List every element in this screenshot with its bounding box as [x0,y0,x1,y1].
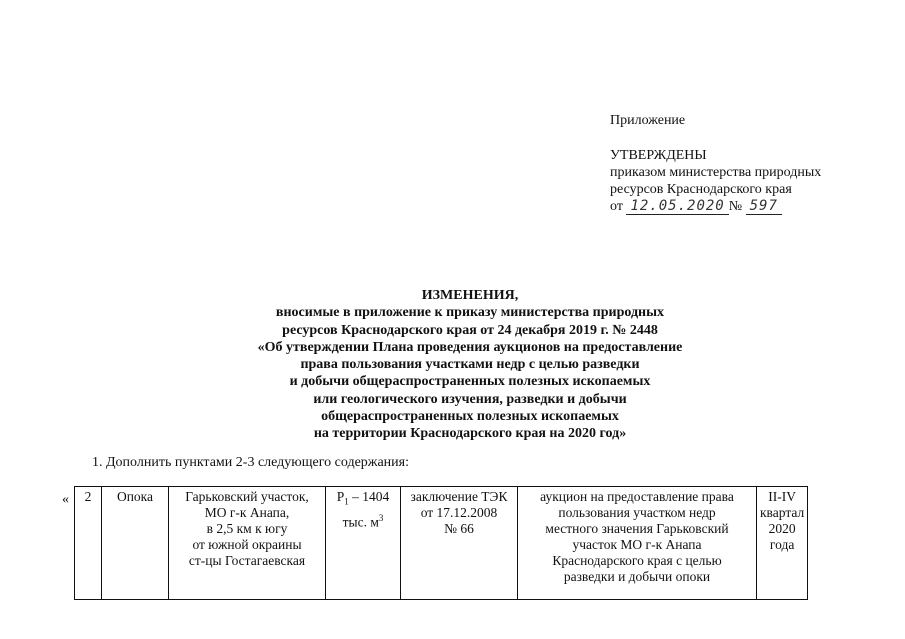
period-line: II-IV [768,489,796,504]
resources-unit: тыс. м [342,514,379,530]
purpose-line: Краснодарского края с целью [552,553,722,568]
amendment-paragraph: 1. Дополнить пунктами 2-3 следующего содержания: [92,455,409,470]
purpose-line: аукцион на предоставление права [540,489,734,504]
cell-conclusion [401,487,518,600]
cell-purpose [518,487,757,600]
cell-number: 2 [75,487,102,600]
title-heading: ИЗМЕНЕНИЯ, [421,288,519,303]
site-line: от южной окраины [192,537,302,552]
title-line-8: на территории Краснодарского края на 2020 год» [313,426,627,442]
site-line: МО г-к Анапа, [204,505,290,520]
approved-line-1: приказом министерства природных [610,165,822,180]
order-date: 12.05.2020 [626,198,728,215]
conclusion-line: от 17.12.2008 [420,505,498,520]
cell-period [757,487,808,600]
cell-resources [326,487,401,600]
number-sign: № [728,199,743,214]
resources-unit-line [329,510,397,531]
resources-sup: 3 [378,512,384,523]
purpose-line: местного значения Гарьковский [545,521,729,536]
conclusion-line: заключение ТЭК [410,489,508,504]
conclusion-line: № 66 [444,521,474,536]
period-line: квартал [760,505,805,520]
approval-block [610,112,821,215]
title-line-2: ресурсов Краснодарского края от 24 декабря 2019 г. № 2448 [282,322,658,338]
title-line-1: вносимые в приложение к приказу министерства природных [275,305,665,321]
purpose-line: пользования участком недр [558,505,716,520]
title-line-6: или геологического изучения, разведки и добычи [313,391,627,407]
purpose-line: участок МО г-к Анапа [572,537,702,552]
cell-mineral: Опока [102,487,169,600]
cell-site [169,487,326,600]
period-line: 2020 [768,521,796,536]
purpose-line: разведки и добычи опоки [563,569,711,584]
resources-value-line [329,489,397,510]
site-line: Гарьковский участок, [185,489,309,504]
order-number: 597 [746,198,782,215]
approved-line-2: ресурсов Краснодарского края [610,182,792,197]
table-row [75,487,808,600]
title-block [200,287,740,443]
period-line: года [769,537,795,552]
site-line: в 2,5 км к югу [206,521,288,536]
resources-prefix: P [336,489,345,504]
annex-label: Приложение [610,113,686,128]
auction-plan-table [74,486,808,600]
title-line-5: и добычи общераспространенных полезных ископаемых [289,374,651,390]
resources-sub: 1 [344,496,349,507]
resources-value: – 1404 [348,489,390,504]
title-line-4: права пользования участками недр с целью разведки [300,357,640,373]
title-line-7: общераспространенных полезных ископаемых [321,409,619,425]
approved-label: УТВЕРЖДЕНЫ [610,148,707,163]
date-line [610,198,821,215]
from-prefix: от [610,199,623,214]
title-line-3: «Об утверждении Плана проведения аукционов на предоставление [257,339,683,355]
site-line: ст-цы Гостагаевская [188,553,306,568]
open-quote: « [62,492,69,507]
